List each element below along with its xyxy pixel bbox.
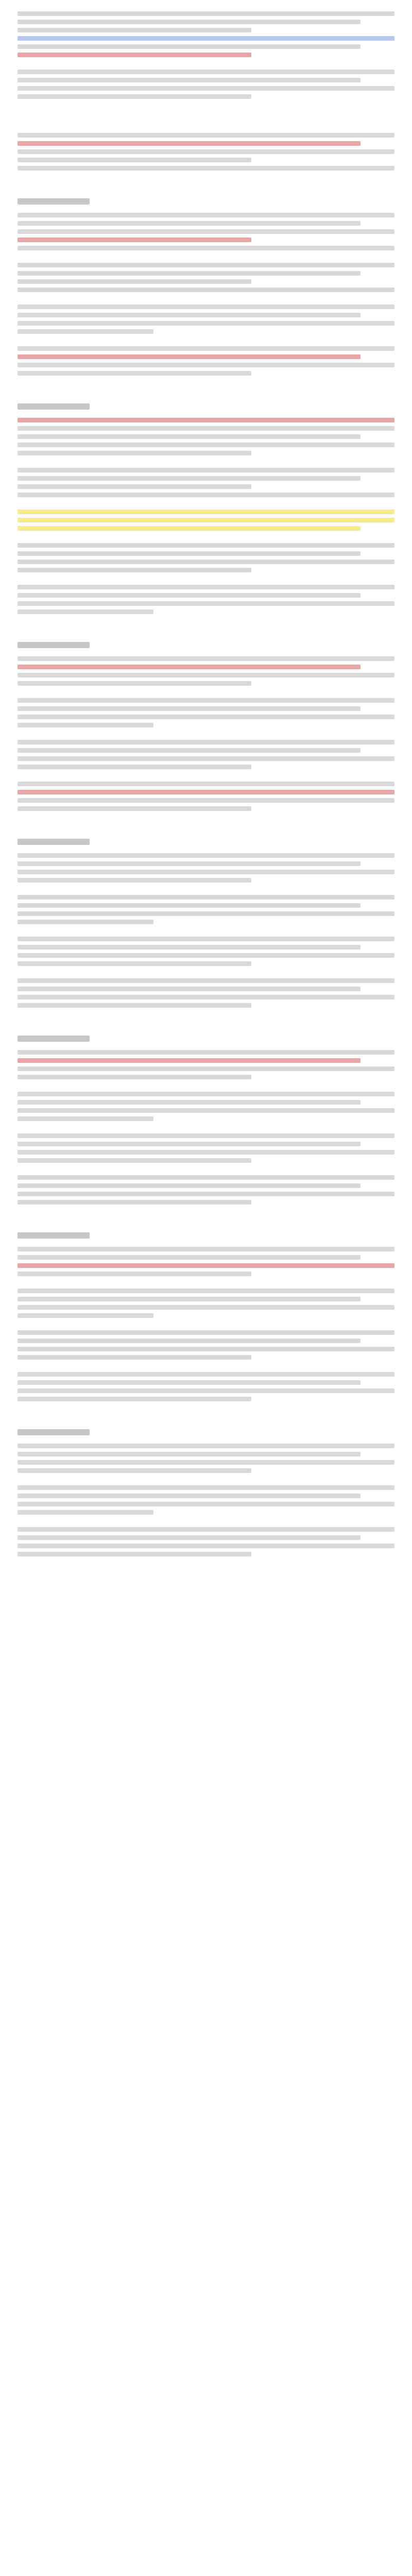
highlighted-text-line (18, 354, 360, 359)
text-line (18, 329, 153, 334)
text-line (18, 878, 251, 883)
text-line (18, 476, 360, 481)
paragraph-block (18, 1050, 394, 1079)
paragraph-block (18, 133, 394, 171)
highlighted-text-line (18, 510, 394, 514)
text-line (18, 1075, 251, 1079)
highlighted-text-line (18, 790, 394, 794)
paragraph-block (18, 1444, 394, 1473)
text-line (18, 1050, 394, 1055)
text-line (18, 765, 251, 769)
paragraph-block (18, 346, 394, 376)
text-line (18, 313, 360, 317)
text-line (18, 1372, 394, 1377)
text-line (18, 468, 394, 472)
text-line (18, 1338, 360, 1343)
text-line (18, 70, 394, 74)
text-line (18, 911, 394, 916)
paragraph-block (18, 468, 394, 497)
text-line (18, 756, 394, 761)
text-line (18, 1158, 251, 1163)
section-heading (18, 1232, 90, 1239)
text-line (18, 1066, 394, 1071)
text-line (18, 363, 394, 367)
text-line (18, 11, 394, 16)
text-line (18, 166, 394, 171)
text-line (18, 1494, 360, 1498)
text-line (18, 426, 394, 431)
paragraph-block (18, 656, 394, 686)
highlighted-text-line (18, 53, 251, 57)
text-line (18, 1116, 153, 1121)
text-line (18, 560, 394, 564)
text-line (18, 1183, 360, 1188)
text-line (18, 1200, 251, 1205)
text-line (18, 1003, 251, 1008)
highlighted-text-line (18, 418, 394, 422)
highlighted-text-line (18, 141, 360, 146)
text-line (18, 1108, 394, 1113)
highlighted-text-line (18, 36, 394, 41)
section-heading (18, 1429, 90, 1435)
text-line (18, 543, 394, 548)
text-line (18, 681, 251, 686)
paragraph-block (18, 1175, 394, 1205)
text-line (18, 706, 360, 711)
highlighted-text-line (18, 238, 251, 242)
text-line (18, 1444, 394, 1448)
text-line (18, 782, 394, 786)
text-line (18, 723, 153, 727)
text-line (18, 978, 394, 983)
text-line (18, 656, 394, 661)
text-line (18, 806, 251, 811)
text-line (18, 1272, 251, 1276)
text-line (18, 1527, 394, 1532)
highlighted-text-line (18, 1263, 394, 1268)
text-line (18, 1397, 251, 1401)
highlighted-text-line (18, 518, 394, 522)
text-line (18, 1247, 394, 1251)
text-line (18, 920, 153, 924)
paragraph-block (18, 937, 394, 966)
text-line (18, 853, 394, 858)
text-line (18, 434, 360, 439)
text-line (18, 1468, 251, 1473)
paragraph-block (18, 1092, 394, 1121)
text-line (18, 748, 360, 753)
section-heading (18, 403, 90, 410)
text-line (18, 133, 394, 138)
text-line (18, 86, 394, 91)
paragraph-block (18, 543, 394, 572)
text-line (18, 1388, 394, 1393)
highlighted-text-line (18, 526, 360, 531)
text-line (18, 1510, 153, 1515)
section-heading (18, 642, 90, 648)
text-line (18, 484, 251, 489)
text-line (18, 593, 360, 598)
paragraph-block (18, 1133, 394, 1163)
text-line (18, 304, 394, 309)
text-line (18, 221, 360, 226)
paragraph-block (18, 263, 394, 292)
text-line (18, 903, 360, 908)
text-line (18, 1313, 153, 1318)
highlighted-text-line (18, 1058, 360, 1063)
text-line (18, 798, 394, 803)
text-line (18, 346, 394, 351)
paragraph-block (18, 698, 394, 727)
text-line (18, 861, 360, 866)
paragraph-block (18, 1289, 394, 1318)
text-line (18, 213, 394, 217)
text-line (18, 287, 394, 292)
text-line (18, 271, 360, 276)
intro-block (18, 11, 394, 57)
section-heading (18, 839, 90, 845)
text-line (18, 1175, 394, 1180)
text-line (18, 551, 360, 556)
text-line (18, 1452, 360, 1456)
text-line (18, 1330, 394, 1335)
text-line (18, 1192, 394, 1196)
text-line (18, 1502, 394, 1506)
text-line (18, 20, 360, 24)
text-line (18, 94, 251, 99)
text-line (18, 1552, 251, 1556)
paragraph-block (18, 1485, 394, 1515)
text-line (18, 601, 394, 606)
text-line (18, 1289, 394, 1293)
paragraph-block (18, 418, 394, 455)
text-line (18, 568, 251, 572)
paragraph-block (18, 70, 394, 99)
text-line (18, 1347, 394, 1351)
text-line (18, 1544, 394, 1548)
text-line (18, 44, 360, 49)
text-line (18, 1092, 394, 1096)
paragraph-block (18, 740, 394, 769)
text-line (18, 321, 394, 326)
text-line (18, 28, 251, 32)
text-line (18, 945, 360, 950)
paragraph-block (18, 895, 394, 924)
text-line (18, 1485, 394, 1490)
paragraph-block (18, 213, 394, 250)
text-line (18, 870, 394, 874)
paragraph-block (18, 304, 394, 334)
paragraph-block (18, 1330, 394, 1360)
text-line (18, 246, 394, 250)
text-line (18, 1380, 360, 1385)
text-line (18, 937, 394, 941)
text-line (18, 995, 394, 999)
text-line (18, 1297, 360, 1301)
paragraph-block (18, 1527, 394, 1556)
text-line (18, 715, 394, 719)
paragraph-block (18, 510, 394, 531)
paragraph-block (18, 782, 394, 811)
text-line (18, 953, 394, 958)
text-line (18, 451, 251, 455)
text-line (18, 158, 251, 162)
paragraph-block (18, 978, 394, 1008)
text-line (18, 229, 394, 234)
text-line (18, 698, 394, 703)
paragraph-block (18, 585, 394, 614)
text-line (18, 1355, 251, 1360)
text-line (18, 493, 394, 497)
highlighted-text-line (18, 665, 360, 669)
text-line (18, 263, 394, 267)
text-line (18, 371, 251, 376)
text-line (18, 961, 251, 966)
text-line (18, 1535, 360, 1540)
text-line (18, 987, 360, 991)
text-line (18, 895, 394, 900)
text-line (18, 1305, 394, 1310)
text-line (18, 443, 394, 447)
text-line (18, 1255, 360, 1260)
paragraph-block (18, 853, 394, 883)
text-line (18, 585, 394, 589)
section-heading (18, 198, 90, 205)
text-line (18, 609, 153, 614)
text-line (18, 78, 360, 82)
text-line (18, 279, 251, 284)
text-line (18, 673, 394, 677)
text-line (18, 1133, 394, 1138)
paragraph-block (18, 1247, 394, 1276)
text-line (18, 1142, 360, 1146)
text-line (18, 1100, 360, 1105)
text-line (18, 1150, 394, 1155)
text-line (18, 149, 394, 154)
paragraph-block (18, 1372, 394, 1401)
text-line (18, 1460, 394, 1465)
text-line (18, 740, 394, 744)
section-heading (18, 1036, 90, 1042)
